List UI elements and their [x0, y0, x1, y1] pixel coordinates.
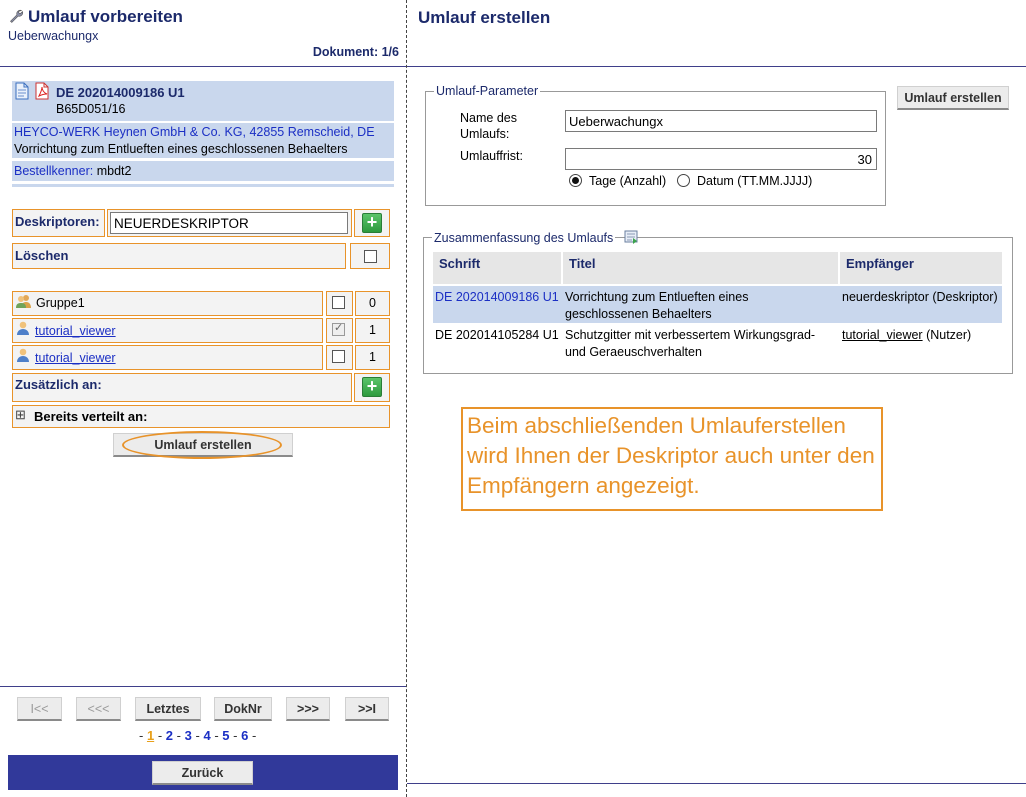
doc-company: HEYCO-WERK Heynen GmbH & Co. KG, 42855 Remscheid, DE — [14, 125, 375, 139]
pdf-icon[interactable] — [34, 82, 50, 100]
recipient-link[interactable]: tutorial_viewer — [35, 324, 116, 338]
create-umlauf-button-right[interactable]: Umlauf erstellen — [897, 86, 1009, 110]
zusaetzlich-label: Zusätzlich an: — [15, 377, 102, 392]
page-links: - 1 - 2 - 3 - 4 - 5 - 6 - — [139, 728, 257, 743]
col-header-empfaenger: Empfänger — [840, 252, 1002, 284]
doc-title: Vorrichtung zum Entlueften eines geschlossenen Behaelters — [14, 142, 348, 156]
add-deskriptor-button[interactable]: + — [362, 213, 382, 233]
deskriptor-input[interactable]: NEUERDESKRIPTOR — [110, 212, 348, 234]
highlight-ellipse — [122, 431, 282, 459]
create-umlauf-button-left[interactable]: Umlauf erstellen — [113, 433, 293, 457]
row-titel: Vorrichtung zum Entlueften eines geschlossenen Behaelters — [565, 290, 749, 321]
radio-datum-label: Datum (TT.MM.JJJJ) — [697, 174, 813, 188]
bestellkenner-value: mbdt2 — [96, 164, 132, 178]
umlauffrist-input[interactable]: 30 — [565, 148, 877, 170]
row-schrift: DE 202014009186 U1 — [435, 290, 559, 304]
deskriptoren-label: Deskriptoren: — [15, 214, 100, 229]
recipient-name: Gruppe1 — [36, 296, 85, 310]
prev-page-button[interactable]: <<< — [76, 697, 121, 721]
refresh-icon[interactable] — [624, 229, 640, 244]
page-link[interactable]: 3 — [184, 728, 192, 743]
pager-line — [0, 686, 406, 687]
callout-text: Beim abschließenden Umlauferstellen wird Ihnen der Deskriptor auch unter den Empfängern angezeigt. — [467, 413, 875, 498]
bestellkenner-label: Bestellkenner: — [14, 164, 94, 178]
row-titel: Schutzgitter mit verbessertem Wirkungsgrad- und Geraeuschverhalten — [565, 328, 816, 359]
name-label: Name des Umlaufs: — [460, 111, 517, 141]
expand-icon[interactable]: ⊞ — [15, 407, 26, 422]
doc-class: B65D051/16 — [56, 102, 126, 116]
dokument-counter: Dokument: 1/6 — [312, 45, 399, 59]
frist-label: Umlauffrist: — [460, 149, 523, 163]
empfaenger-suffix: (Nutzer) — [922, 328, 972, 342]
doc-info-bottom-strip — [12, 184, 394, 187]
row-empfaenger: neuerdeskriptor (Deskriptor) — [842, 290, 998, 304]
page-link[interactable]: 2 — [165, 728, 174, 743]
page-link-current[interactable]: 1 — [146, 728, 155, 743]
row-empfaenger — [842, 327, 971, 344]
recipient-checkbox[interactable] — [332, 323, 345, 336]
end-page-button[interactable]: >>I — [345, 697, 389, 721]
radio-tage[interactable] — [569, 174, 582, 187]
row-schrift: DE 202014105284 U1 — [435, 328, 559, 342]
bereits-label: Bereits verteilt an: — [34, 409, 148, 424]
user-icon — [15, 347, 31, 363]
loeschen-checkbox[interactable] — [364, 250, 377, 263]
subtitle: Ueberwachungx — [8, 29, 99, 43]
wrench-icon — [8, 8, 24, 24]
doc-number: DE 202014009186 U1 — [56, 85, 185, 100]
radio-datum[interactable] — [677, 174, 690, 187]
bestellkenner-row — [14, 164, 131, 178]
left-header-line — [0, 66, 406, 67]
group-icon — [15, 293, 33, 309]
doknr-button[interactable]: DokNr — [214, 697, 272, 721]
col-header-titel: Titel — [563, 252, 838, 284]
loeschen-label: Löschen — [15, 248, 69, 263]
panel-divider — [406, 0, 407, 797]
document-icon[interactable] — [14, 82, 30, 100]
radio-tage-label: Tage (Anzahl) — [589, 174, 667, 188]
page-link[interactable]: 6 — [241, 728, 249, 743]
empfaenger-link[interactable]: tutorial_viewer — [842, 328, 923, 342]
summary-legend: Zusammenfassung des Umlaufs — [434, 231, 614, 245]
right-header-line — [407, 66, 1026, 67]
recipient-checkbox[interactable] — [332, 350, 345, 363]
params-legend: Umlauf-Parameter — [436, 84, 539, 98]
first-page-button[interactable]: I<< — [17, 697, 62, 721]
back-button[interactable]: Zurück — [152, 761, 253, 785]
umlauf-name-input[interactable]: Ueberwachungx — [565, 110, 877, 132]
recipient-count: 1 — [369, 350, 376, 364]
recipient-link[interactable]: tutorial_viewer — [35, 351, 116, 365]
recipient-count: 1 — [369, 323, 376, 337]
page-link[interactable]: 5 — [222, 728, 230, 743]
right-bottom-line — [407, 783, 1026, 784]
next-page-button[interactable]: >>> — [286, 697, 330, 721]
last-document-button[interactable]: Letztes — [135, 697, 201, 721]
recipient-checkbox[interactable] — [332, 296, 345, 309]
add-recipient-button[interactable]: + — [362, 377, 382, 397]
col-header-schrift: Schrift — [433, 252, 561, 284]
recipient-count: 0 — [369, 296, 376, 310]
right-title: Umlauf erstellen — [418, 8, 551, 27]
page-link[interactable]: 4 — [203, 728, 211, 743]
user-icon — [15, 320, 31, 336]
page-title: Umlauf vorbereiten — [28, 7, 183, 26]
